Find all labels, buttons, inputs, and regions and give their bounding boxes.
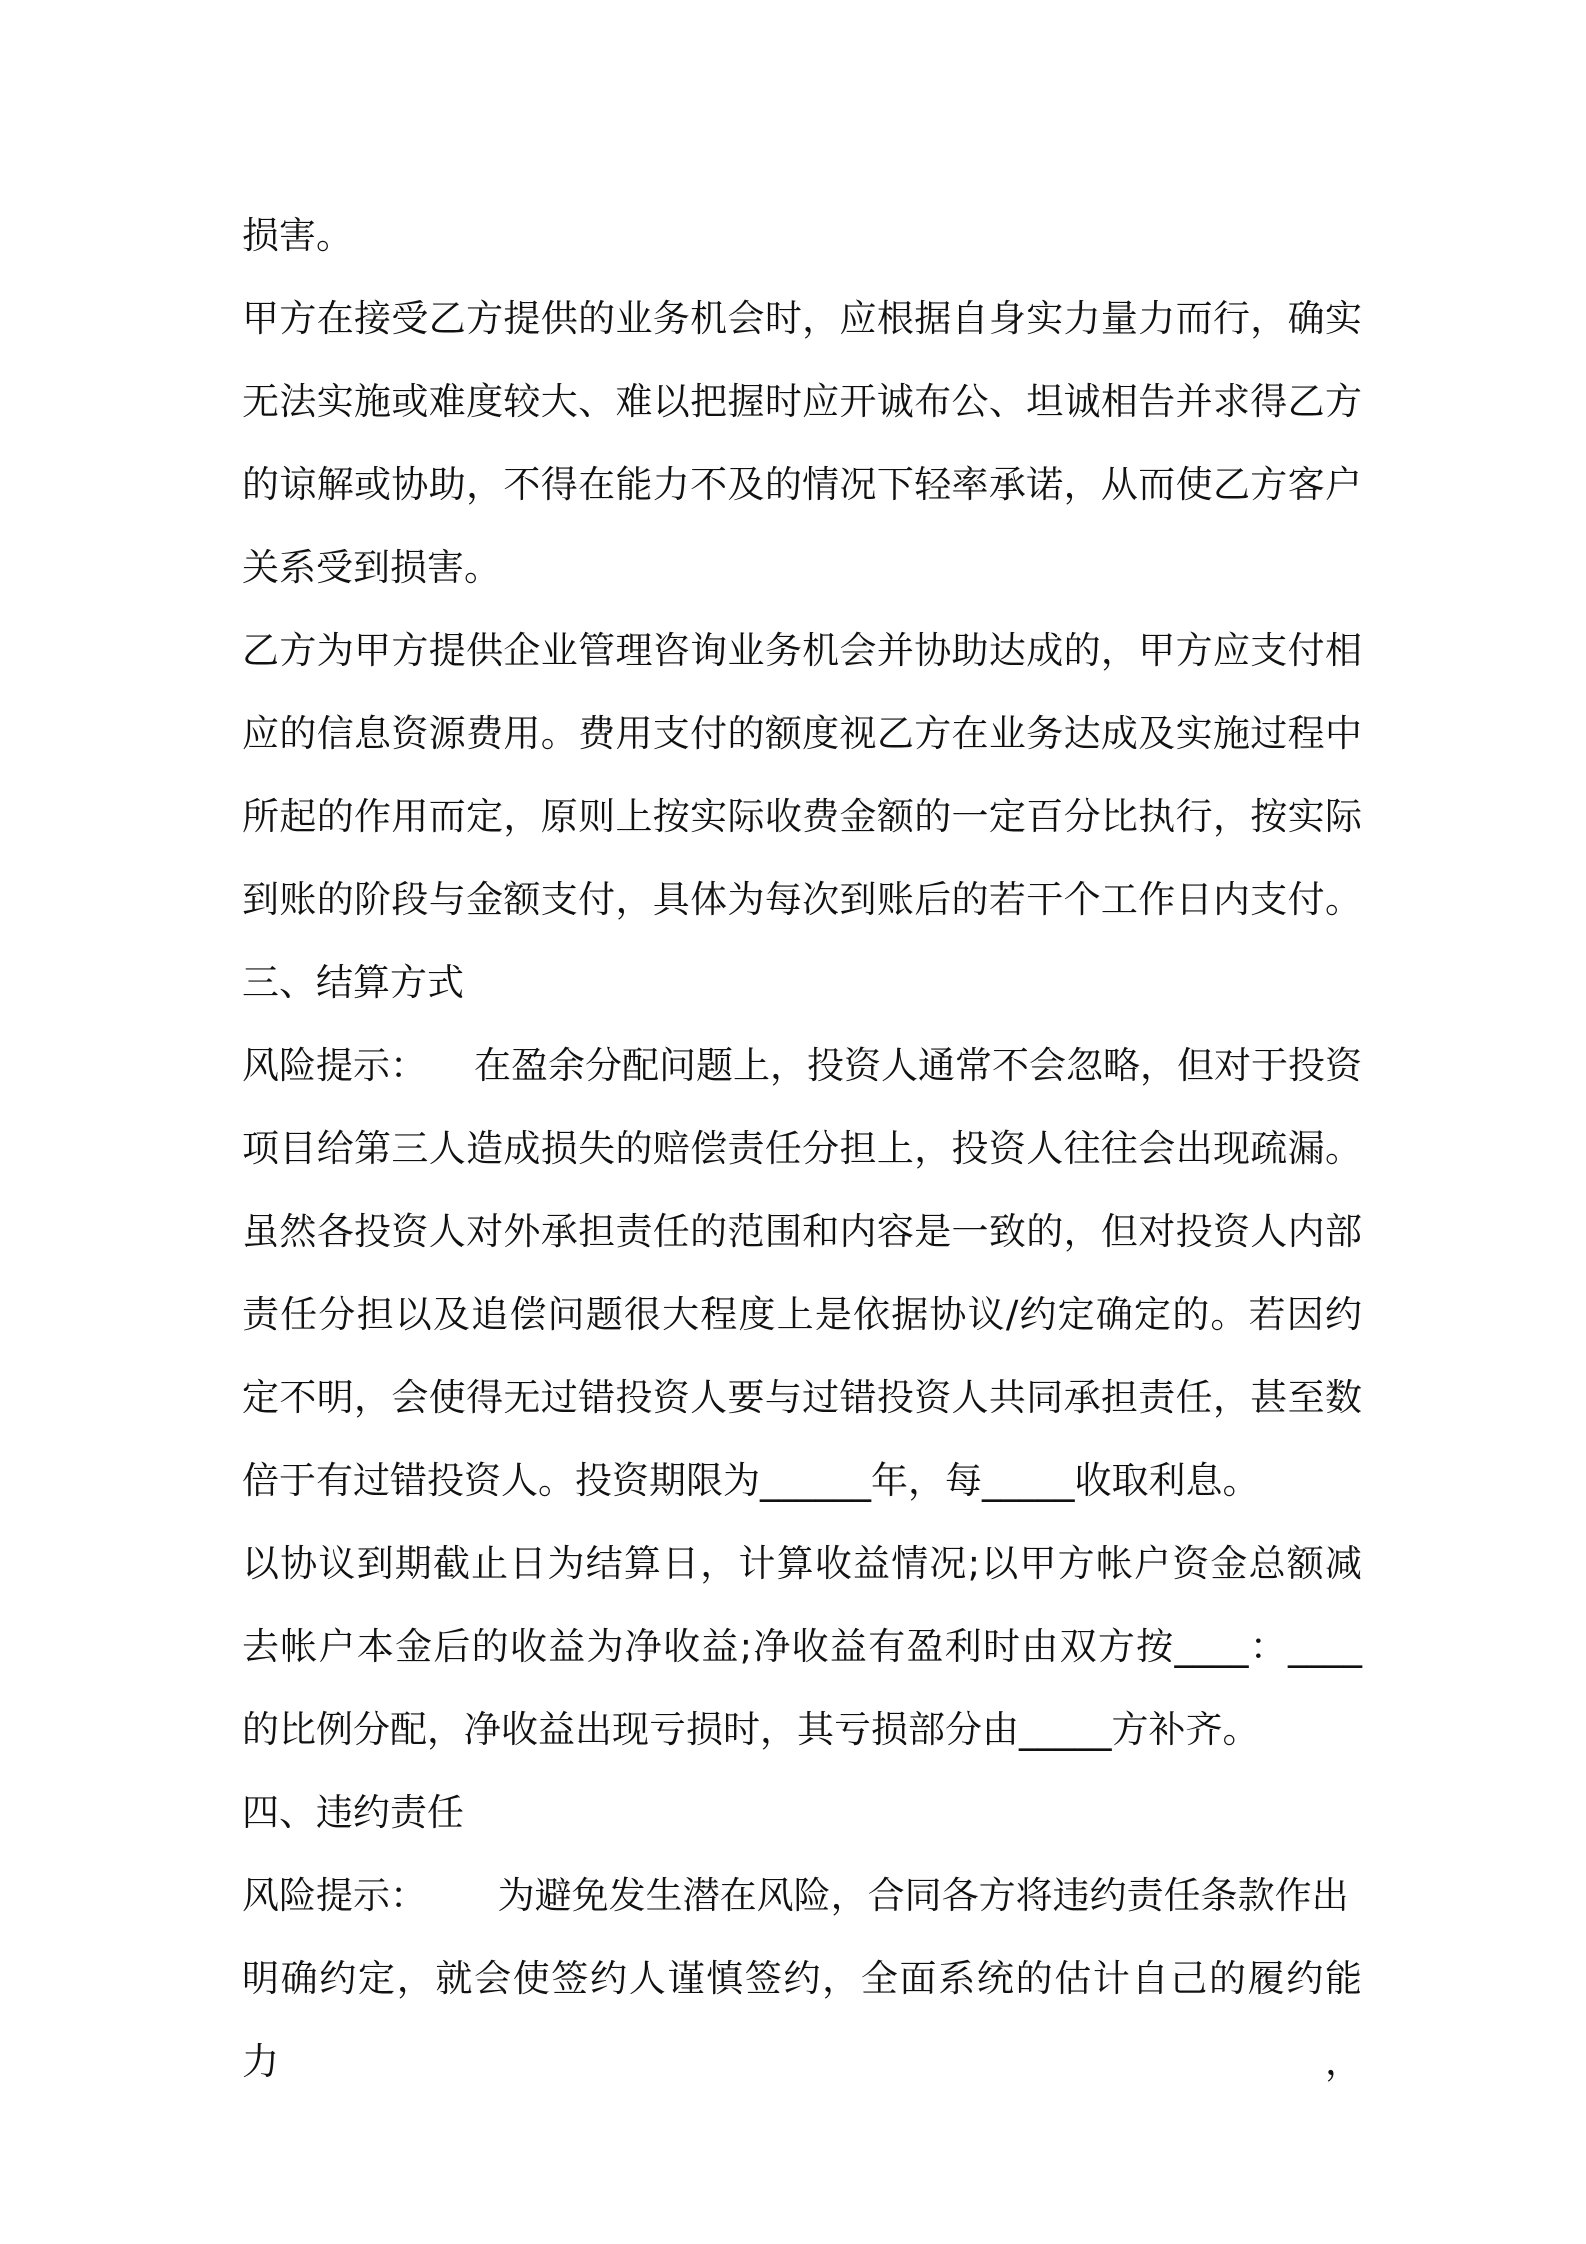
text-line: 责任分担以及追偿问题很大程度上是依据协议/约定确定的。若因约	[242, 1293, 1362, 1336]
text-line: 的比例分配，净收益出现亏损时，其亏损部分由_____方补齐。	[242, 1708, 1260, 1751]
section-heading: 四、违约责任	[242, 1791, 464, 1834]
text-line: 项目给第三人造成损失的赔偿责任分担上，投资人往往会出现疏漏。	[242, 1127, 1362, 1170]
section-heading: 三、结算方式	[242, 961, 464, 1004]
text-line: 关系受到损害。	[242, 546, 501, 589]
text-line: 甲方在接受乙方提供的业务机会时，应根据自身实力量力而行，确实	[242, 297, 1362, 340]
text-line: 乙方为甲方提供企业管理咨询业务机会并协助达成的，甲方应支付相	[242, 629, 1362, 672]
text-line: 风险提示： 在盈余分配问题上，投资人通常不会忽略，但对于投资	[242, 1044, 1363, 1087]
text-line: 明确约定，就会使签约人谨慎签约，全面系统的估计自己的履约能力，	[242, 1957, 1362, 2083]
text-line: 以协议到期截止日为结算日，计算收益情况;以甲方帐户资金总额减	[242, 1542, 1362, 1585]
text-line: 去帐户本金后的收益为净收益;净收益有盈利时由双方按____：____	[242, 1625, 1362, 1668]
text-line: 虽然各投资人对外承担责任的范围和内容是一致的，但对投资人内部	[242, 1210, 1362, 1253]
text-line: 到账的阶段与金额支付，具体为每次到账后的若干个工作日内支付。	[242, 878, 1362, 921]
document-body	[242, 194, 1363, 2083]
text-line: 应的信息资源费用。费用支付的额度视乙方在业务达成及实施过程中	[242, 712, 1362, 755]
text-line: 损害。	[242, 214, 353, 257]
text-line: 风险提示： 为避免发生潜在风险，合同各方将违约责任条款作出	[242, 1874, 1349, 1917]
text-line: 倍于有过错投资人。投资期限为______年，每_____收取利息。	[242, 1459, 1260, 1502]
text-line: 的谅解或协助，不得在能力不及的情况下轻率承诺，从而使乙方客户	[242, 463, 1362, 506]
text-line: 定不明，会使得无过错投资人要与过错投资人共同承担责任，甚至数	[242, 1376, 1362, 1419]
text-line: 所起的作用而定，原则上按实际收费金额的一定百分比执行，按实际	[242, 795, 1362, 838]
text-line: 无法实施或难度较大、难以把握时应开诚布公、坦诚相告并求得乙方	[242, 380, 1362, 423]
